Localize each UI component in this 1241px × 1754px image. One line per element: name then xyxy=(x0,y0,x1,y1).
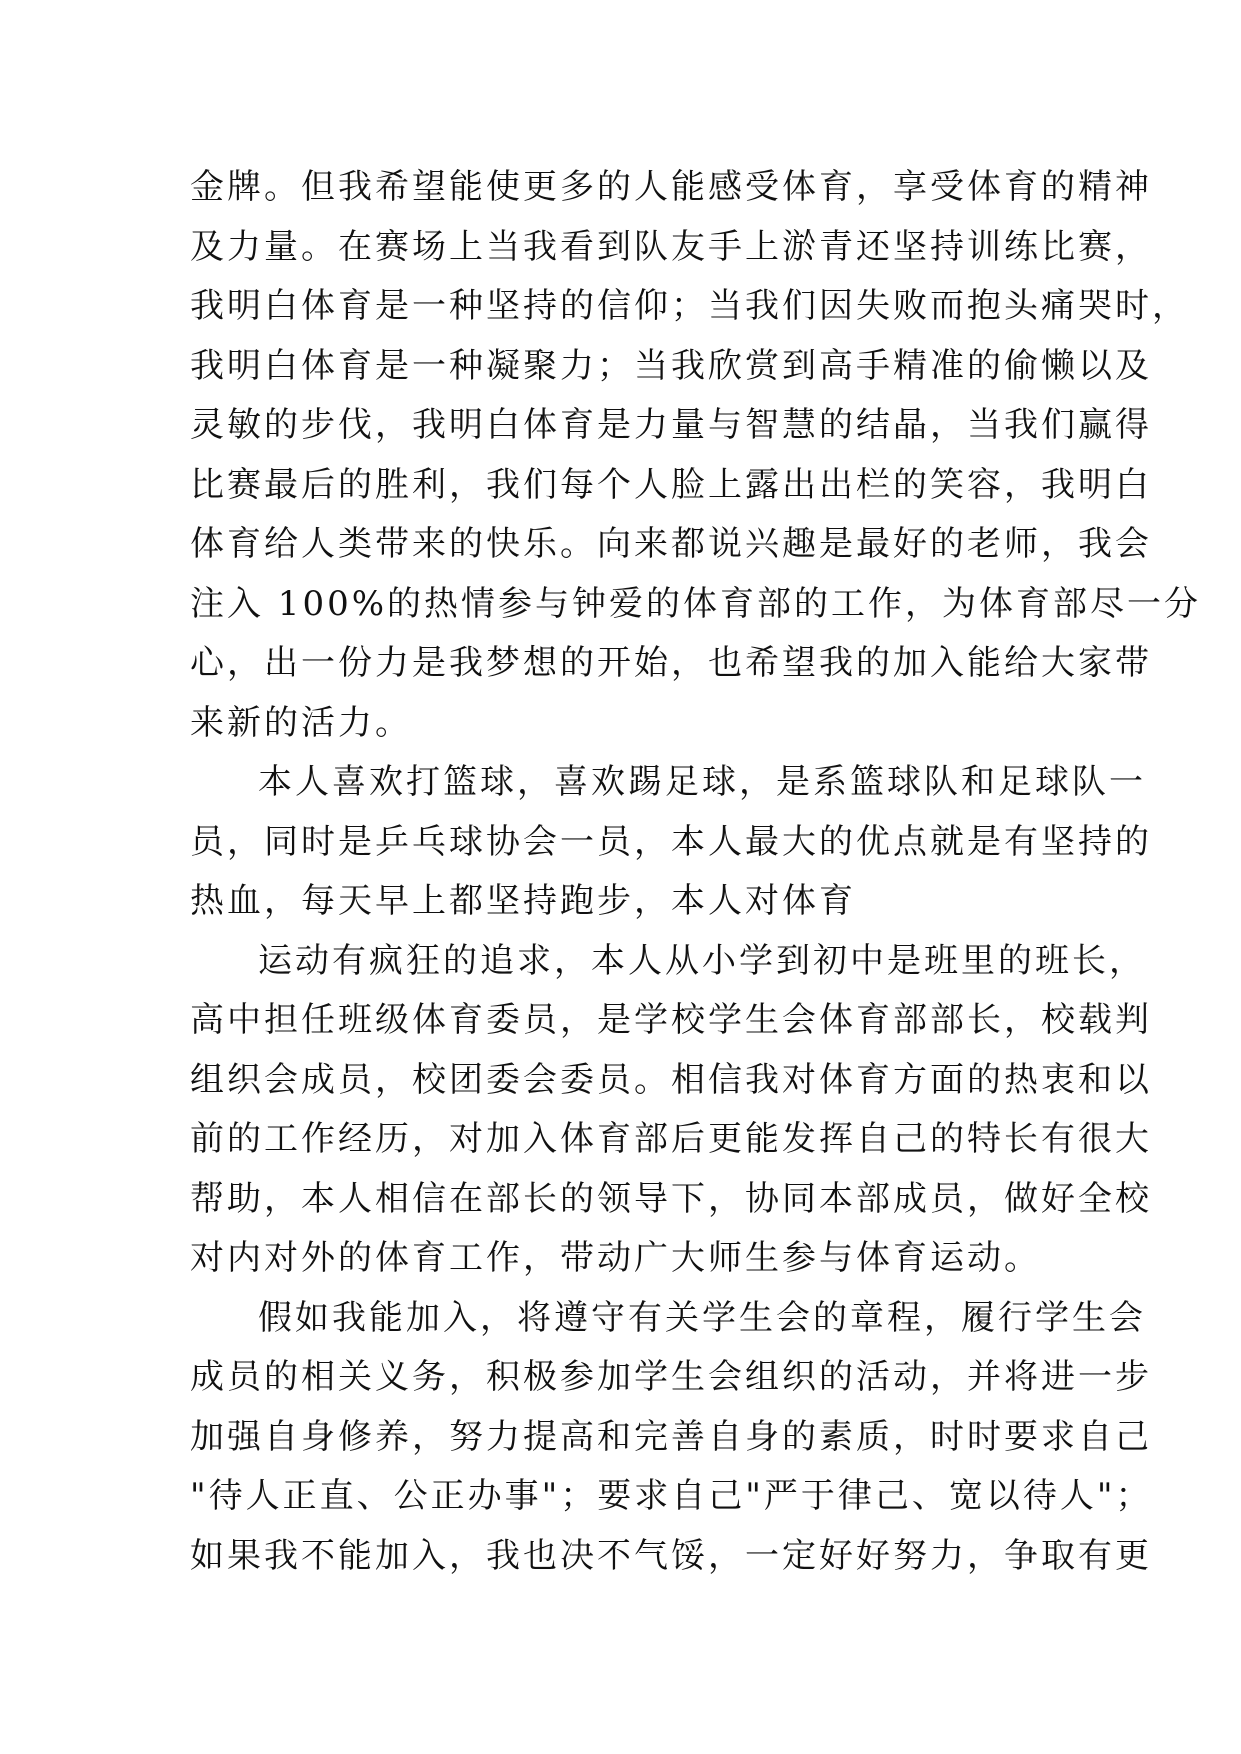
text-line: "待人正直、公正办事"；要求自己"严于律己、宽以待人"； xyxy=(190,1476,1153,1516)
text-line: 体育给人类带来的快乐。向来都说兴趣是最好的老师，我会 xyxy=(190,524,1152,564)
text-line: 对内对外的体育工作，带动广大师生参与体育运动。 xyxy=(190,1238,1041,1278)
text-line: 我明白体育是一种坚持的信仰；当我们因失败而抱头痛哭时， xyxy=(190,286,1189,326)
text-line: 如果我不能加入，我也决不气馁，一定好好努力，争取有更 xyxy=(190,1535,1152,1576)
paragraph-start-line: 本人喜欢打篮球，喜欢踢足球，是系篮球队和足球队一 xyxy=(258,762,1146,802)
text-line: 及力量。在赛场上当我看到队友手上淤青还坚持训练比赛， xyxy=(190,226,1152,267)
text-line: 成员的相关义务，积极参加学生会组织的活动，并将进一步 xyxy=(190,1357,1152,1397)
text-line: 我明白体育是一种凝聚力；当我欣赏到高手精准的偷懒以及 xyxy=(190,345,1152,386)
paragraph-start-line: 假如我能加入，将遵守有关学生会的章程，履行学生会 xyxy=(258,1297,1146,1338)
text-line: 心，出一份力是我梦想的开始，也希望我的加入能给大家带 xyxy=(190,643,1152,683)
text-line: 帮助，本人相信在部长的领导下，协同本部成员，做好全校 xyxy=(190,1178,1152,1219)
text-line: 金牌。但我希望能使更多的人能感受体育，享受体育的精神 xyxy=(190,167,1152,207)
text-line: 注入 100%的热情参与钟爱的体育部的工作，为体育部尽一分 xyxy=(190,583,1202,624)
text-line: 比赛最后的胜利，我们每个人脸上露出出栏的笑容，我明白 xyxy=(190,464,1152,505)
paragraph-start-line: 运动有疯狂的追求，本人从小学到初中是班里的班长， xyxy=(258,940,1146,981)
text-line: 热血，每天早上都坚持跑步，本人对体育 xyxy=(190,881,856,921)
text-line: 前的工作经历，对加入体育部后更能发挥自己的特长有很大 xyxy=(190,1119,1152,1159)
text-line: 加强自身修养，努力提高和完善自身的素质，时时要求自己 xyxy=(190,1416,1152,1457)
text-line: 组织会成员，校团委会委员。相信我对体育方面的热衷和以 xyxy=(190,1059,1152,1100)
document-body xyxy=(190,158,1202,1586)
text-line: 来新的活力。 xyxy=(190,702,412,743)
text-line: 员，同时是乒乓球协会一员，本人最大的优点就是有坚持的 xyxy=(190,821,1152,862)
text-line: 灵敏的步伐，我明白体育是力量与智慧的结晶，当我们赢得 xyxy=(190,405,1152,445)
text-line: 高中担任班级体育委员，是学校学生会体育部部长，校载判 xyxy=(190,1000,1152,1040)
